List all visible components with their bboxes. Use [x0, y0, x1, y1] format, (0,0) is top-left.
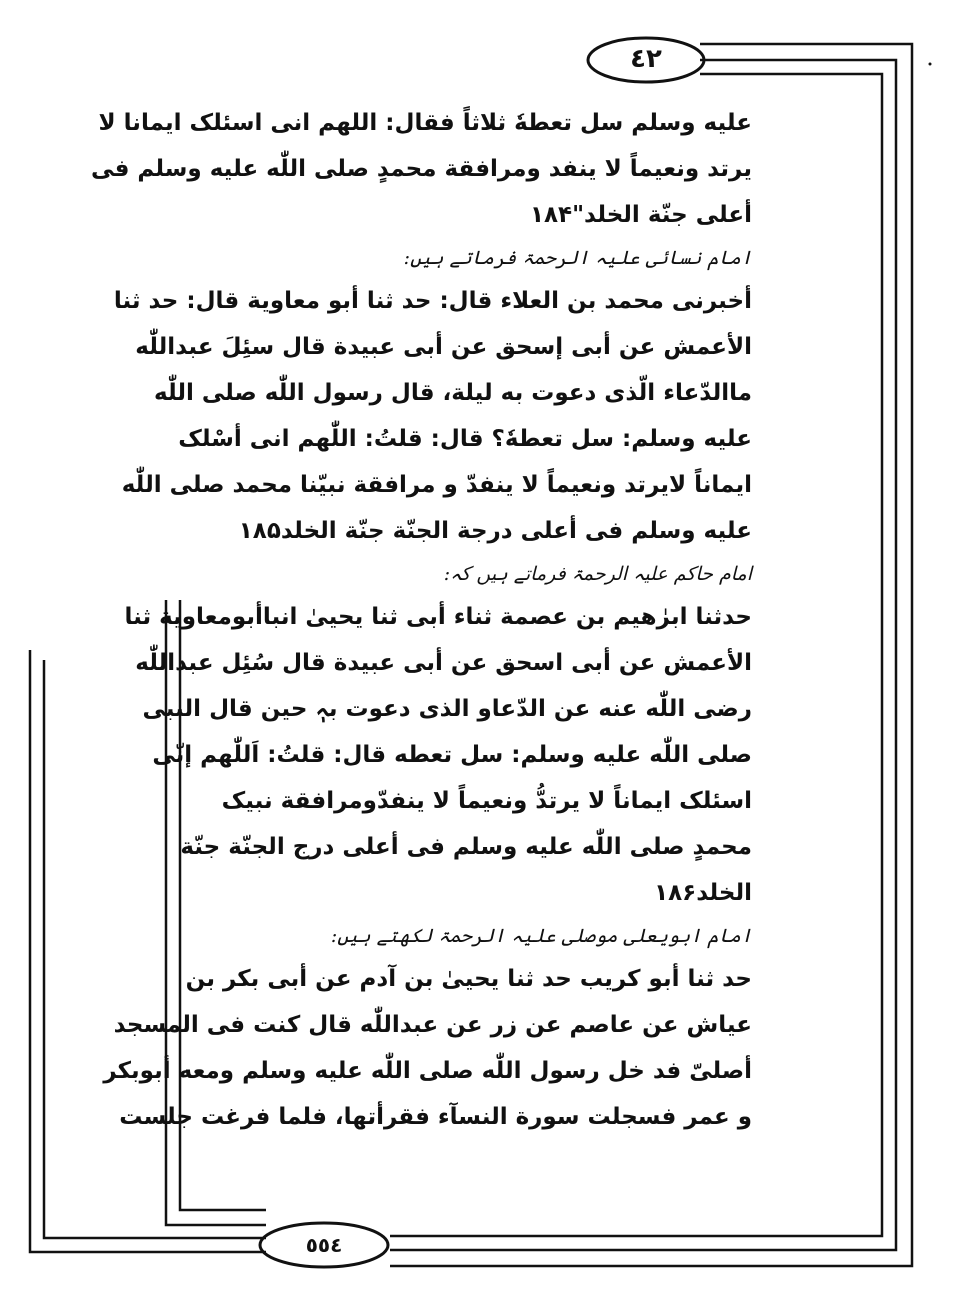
text-line: عیاش عن عاصم عن زر عن عبداللّٰه قال کنت فی المسجد: [113, 1012, 752, 1038]
text-line: أصلیّ فد خل رسول اللّٰه صلی اللّٰه علیه وسلم ومعه أبوبکر: [103, 1058, 752, 1084]
text-line: الأعمش عن أبی اسحق عن أبی عبیدة قال سُئِل عبداللّٰه: [135, 650, 752, 676]
text-line: أخبرنی محمد بن العلاء قال: حد ثنا أبو معاویة قال: حد ثنا: [113, 288, 752, 314]
arabic-passage-2: [113, 278, 752, 554]
section-heading: امام نسائی علیہ الرحمۃ فرماتے ہیں:: [403, 247, 752, 269]
text-line: اسئلک ایماناً لا یرتدُّ ونعیماً لا ینفدّومرافقة نبیک: [221, 788, 752, 814]
text-line: رضی اللّٰه عنه عن الدّعاو الذی دعوت بہٖ حین قال النبی: [142, 696, 752, 722]
text-line: الخلد۱۸۶: [654, 880, 752, 906]
page-number-bottom: ٥٥٤: [305, 1233, 343, 1257]
page-number-top: ٤٢: [630, 44, 662, 74]
text-line: حد ثنا أبو کریب حد ثنا یحییٰ بن آدم عن أبی بکر بن: [185, 966, 752, 992]
text-line: یرتد ونعیماً لا ینفد ومرافقة محمدٍ صلی اللّٰه علیه وسلم فی: [91, 156, 752, 182]
arabic-passage-1: [91, 100, 752, 238]
section-heading: امام حاکم علیہ الرحمۃ فرماتے ہیں کہ:: [443, 563, 752, 585]
text-line: محمدٍ صلی اللّٰه علیه وسلم فی أعلی درج الجنّة جنّة: [180, 834, 752, 860]
text-line: علیه وسلم فی أعلی درجة الجنّة جنّة الخلد۱۸۵: [238, 518, 752, 544]
arabic-passage-4: [103, 956, 752, 1140]
section-heading: امام ابویعلی موصلی علیہ الرحمۃ لکھتے ہیں:: [330, 925, 752, 947]
text-line: عليه وسلم سل تعطهٗ ثلاثاً فقال: اللهم انی اسئلک ایمانا لا: [98, 110, 752, 136]
text-line: الأعمش عن أبی إسحق عن أبی عبیدة قال سئِلَ عبداللّٰه: [135, 334, 752, 360]
text-line: علیه وسلم: سل تعطهٗ؟ قال: قلتُ: اللّٰهم انی أسْلک: [178, 426, 752, 452]
text-line: حدثنا ابرٰهیم بن عصمة ثناء أبی ثنا یحییٰ انباأبومعاویة ثنا: [124, 604, 752, 630]
text-line: و عمر فسجلت سورة النسآء فقرأتها، فلما فرغت جلست: [119, 1104, 752, 1130]
page-content: [91, 100, 752, 1140]
text-line: أعلی جنّة الخلد"۱۸۴: [529, 202, 752, 228]
text-line: صلی اللّٰه علیه وسلم: سل تعطه قال: قلتُ: اَللّٰهم إنّی: [152, 742, 752, 768]
text-line: ماالدّعاء الّذی دعوت به لیلة، قال رسول اللّٰه صلی اللّٰه: [154, 380, 752, 406]
text-line: ایماناً لایرتد ونعیماً لا ینفدّ و مرافقة نبیّنا محمد صلی اللّٰه: [121, 472, 752, 498]
arabic-passage-3: [124, 594, 752, 916]
